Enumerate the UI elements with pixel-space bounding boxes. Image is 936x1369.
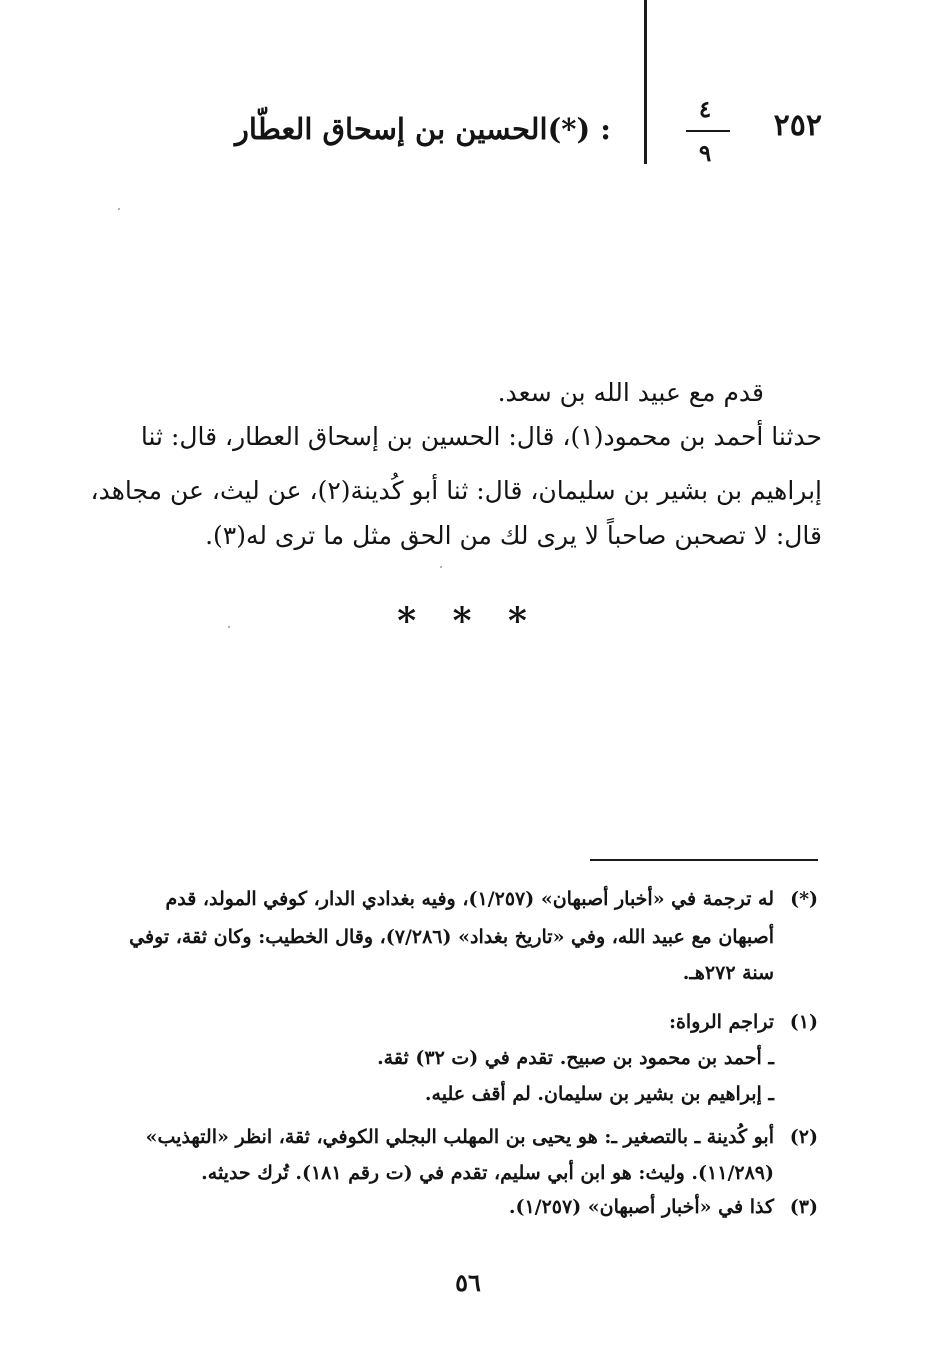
footnote-star-marker: (*)	[790, 888, 818, 910]
footnote-1-title: تراجم الرواة:	[668, 1011, 774, 1033]
body-line: قدم مع عبيد الله بن سعد.	[497, 378, 764, 407]
body-line: قال: لا تصحبن صاحباً لا يرى لك من الحق مثل ما ترى له(٣).	[205, 521, 822, 550]
scan-speck	[228, 626, 230, 628]
scan-speck	[440, 566, 442, 568]
entry-title: الحسين بن إسحاق العطّار(*) :	[234, 112, 611, 146]
body-line: إبراهيم بن بشير بن سليمان، قال: ثنا أبو كُدينة(٢)، عن ليث، عن مجاهد،	[90, 476, 822, 505]
fraction-numerator: ٤	[698, 96, 712, 123]
footnote-1-item: ـ إبراهيم بن بشير بن سليمان. لم أقف عليه.	[424, 1083, 774, 1105]
scan-speck	[118, 208, 120, 210]
entry-number: ٢٥٢	[773, 108, 822, 143]
footnote-rule	[590, 859, 818, 861]
section-separator: * * *	[397, 600, 539, 642]
footnote-star-line: سنة ٢٧٢هـ.	[682, 962, 774, 984]
footnote-1-item: ـ أحمد بن محمود بن صبيح. تقدم في (ت ٣٢) ثقة.	[377, 1047, 774, 1069]
footnote-3-marker: (٣)	[789, 1196, 818, 1218]
footnote-star-line: له ترجمة في «أخبار أصبهان» (١/٢٥٧)، وفيه بغدادي الدار، كوفي المولد، قدم	[165, 888, 774, 910]
footnote-2-line: (١١/٢٨٩). وليث: هو ابن أبي سليم، تقدم في (ت رقم ١٨١). تُرك حديثه.	[201, 1162, 774, 1184]
footnote-star-line: أصبهان مع عبيد الله، وفي «تاريخ بغداد» (٧/٢٨٦)، وقال الخطيب: وكان ثقة، توفي	[129, 926, 774, 948]
footnote-1-marker: (١)	[789, 1011, 818, 1033]
page-number: ٥٦	[455, 1268, 481, 1297]
header-vertical-rule	[644, 0, 647, 164]
fraction-bar	[686, 130, 730, 132]
footnote-2-marker: (٢)	[789, 1126, 818, 1148]
body-line: حدثنا أحمد بن محمود(١)، قال: الحسين بن إسحاق العطار، قال: ثنا	[140, 422, 822, 451]
footnote-2-line: أبو كُدينة ـ بالتصغير ـ: هو يحيى بن المهلب البجلي الكوفي، ثقة، انظر «التهذيب»	[145, 1126, 774, 1148]
fraction-denominator: ٩	[698, 140, 712, 167]
footnote-3-line: كذا في «أخبار أصبهان» (١/٢٥٧).	[508, 1196, 774, 1218]
